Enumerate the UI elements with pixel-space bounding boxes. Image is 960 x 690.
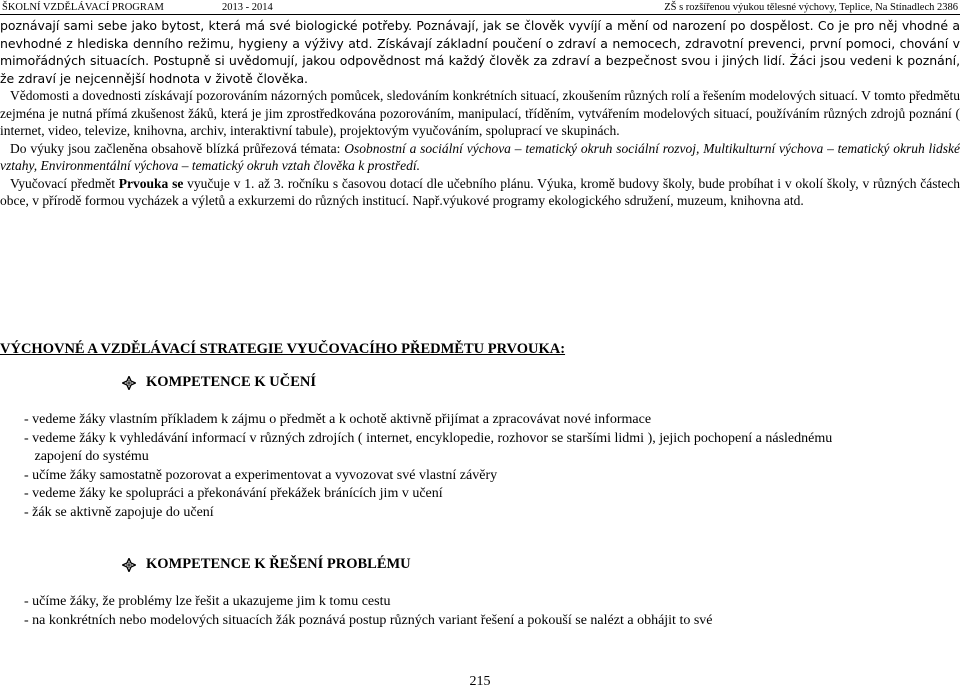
list-item: zapojení do systému [24,449,149,464]
header-school-program: ŠKOLNÍ VZDĚLÁVACÍ PROGRAM [2,2,164,13]
paragraph-health: poznávají sami sebe jako bytost, která má své biologické potřeby. Poznávají, jak se člověk vyvíjí a mění od narození po dospělost. Co je pro něj vhodné a nevhodné z hlediska denního režimu, hygieny a výživy atd. Získávají základní poučení o zdraví a nemocech, zdravotní prevenci, první pomoci, chování v mimořádných situacích. Postupně si uvědomují, jakou odpovědnost má každý člověk za zdraví a bezpečnost svou i jiných lidí. Žáci jsou vedeni k poznání, že zdraví je nejcennější hodnota v životě člověka. [0,18,960,86]
list-item: - učíme žáky samostatně pozorovat a experimentovat a vyvozovat své vlastní závěry [24,467,498,483]
paragraph-subject-info [0,175,960,210]
page-header [0,0,960,15]
list-item: - učíme žáky, že problémy lze řešit a ukazujeme jim k tomu cestu [24,594,391,609]
competence-heading-learning [122,374,316,391]
header-school-name: ZŠ s rozšířenou výukou tělesné výchovy, Teplice, Na Stínadlech 2386 [664,2,958,13]
page-number: 215 [469,674,491,689]
list-item: - na konkrétních nebo modelových situacích žák poznává postup různých variant řešení a pokouší se nalézt a obhájit to své [24,612,713,628]
header-school-year: 2013 - 2014 [222,2,273,13]
competence-heading-problem-solving [122,556,411,573]
competence-title: KOMPETENCE K UČENÍ [146,374,316,390]
cross-topics-intro: Do výuky jsou začleněna obsahově blízká průřezová témata: [10,140,345,156]
competence-list-problem-solving [24,593,713,630]
list-item: - vedeme žáky ke spolupráci a překonávání překážek bránících jim v učení [24,486,443,501]
section-title: VÝCHOVNÉ A VZDĚLÁVACÍ STRATEGIE VYUČOVACÍHO PŘEDMĚTU PRVOUKA: [0,341,566,357]
list-item: - žák se aktivně zapojuje do učení [24,504,214,520]
list-item: - vedeme žáky vlastním příkladem k zájmu o předmět a k ochotě aktivně přijímat a zpracovávat nové informace [24,412,652,427]
list-item: - vedeme žáky k vyhledávání informací v různých zdrojích ( internet, encyklopedie, rozhovor se staršími lidmi ), jejich pochopení a následnému [24,430,833,446]
paragraph-methods: Vědomosti a dovednosti získávají pozorováním názorných pomůcek, sledováním konkrétních situací, zkoušením různých rolí a řešením modelových situací. V tomto předmětu zejména je nutná přímá zkušenost žáků, která je jim zprostředkována pozorováním, manipulací, tříděním, vytvářením modelových situací, používáním různých zdrojů poznání ( internet, video, televize, knihovna, archiv, interaktivní tabule), projektovým vyučováním, spoluprací ve skupinách. [0,88,960,138]
document-body [0,17,960,210]
cross-topics-list: Osobnostní a sociální výchova – tematický okruh sociální rozvoj, Multikulturní výchova – tematický okruh lidské vztahy, Environmentální výchova – tematický okruh vztah člověka k prostředí. [0,140,960,173]
subject-name: Prvouka se [118,175,184,191]
diamond-bullet-icon [122,376,136,390]
subject-details: vyučuje v 1. až 3. ročníku s časovou dotací dle učebního plánu. Výuka, kromě budovy školy, bude probíhat i v okolí školy, v různých částech obce, v přírodě formou vycházek a výletů a exkurzemi do různých institucí. Např.výukové programy ekologického sdružení, muzeum, knihovna atd. [0,175,960,208]
competence-list-learning [24,411,832,522]
diamond-bullet-icon [122,558,136,572]
subject-intro: Vyučovací předmět [10,175,119,191]
competence-title: KOMPETENCE K ŘEŠENÍ PROBLÉMU [146,556,411,572]
paragraph-cross-topics [0,140,960,175]
